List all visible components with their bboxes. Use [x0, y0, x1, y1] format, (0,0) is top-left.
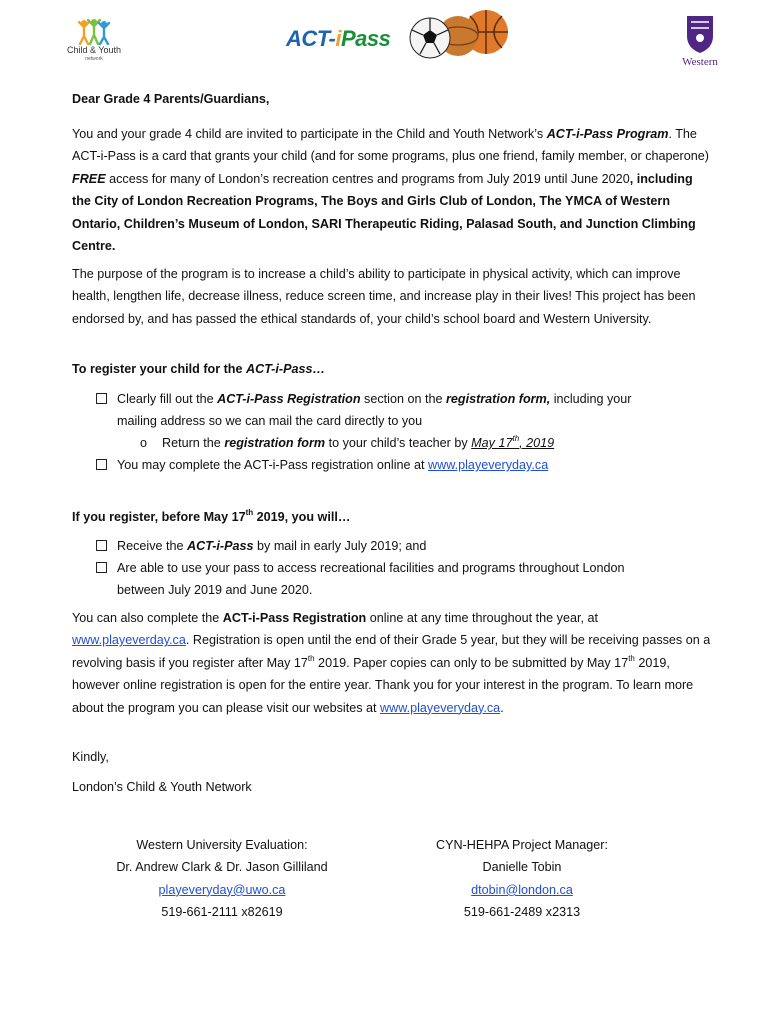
contact-email-link[interactable]: playeveryday@uwo.ca [158, 882, 286, 897]
western-university-logo [672, 14, 728, 72]
contact-names: Dr. Andrew Clark & Dr. Jason Gilliland [116, 860, 328, 875]
register-item-fill-form: Clearly fill out the ACT-i-Pass Registration section on the registration form, including your mailing address so we can mail the card directly to you [96, 388, 696, 433]
purpose-paragraph: The purpose of the program is to increase a child’s ability to participate in physical activity, which can improve health, lengthen life, decrease illness, reduce screen time, and increase play in their lives! This project has been endorsed by, and has passed the ethical standards of, your child’s school board and Western University. [72, 267, 696, 326]
salutation: Dear Grade 4 Parents/Guardians, [72, 92, 270, 106]
contact-names: Danielle Tobin [482, 860, 562, 875]
contact-phone: 519-661-2111 x82619 [161, 905, 283, 920]
contact-email-link[interactable]: dtobin@london.ca [471, 882, 573, 897]
deadline-date: May 17th, 2019 [471, 433, 555, 450]
register-item-fill-form-cont: mailing address so we can mail the card directly to you [117, 414, 423, 429]
act-i-pass-wordmark: ACT-iPass [286, 26, 391, 51]
children-figures-icon [76, 18, 112, 46]
playeverday-link[interactable]: www.playeverday.ca [72, 633, 186, 648]
register-item-online: You may complete the ACT-i-Pass registration online at www.playeveryday.ca [96, 454, 696, 476]
benefits-heading: If you register, before May 17th 2019, you will… [72, 507, 351, 524]
playeveryday-website-link[interactable]: www.playeveryday.ca [380, 700, 501, 715]
contact-western-evaluation [72, 834, 372, 924]
checkbox-icon [96, 459, 107, 470]
contact-project-manager [372, 834, 672, 924]
checkbox-icon [96, 540, 107, 551]
checkbox-icon [96, 393, 107, 404]
child-youth-network-logo [62, 18, 126, 74]
online-registration-paragraph: You can also complete the ACT-i-Pass Registration online at any time throughout the year, at www.playeverday.ca. Registration is open until the end of their Grade 5 year, but they will be receiving passes on a revolving basis if you register after May 17th 2019. Paper copies can only to be submitted by May 17th 2019, however online registration is open for the entire year. Thank you for your interest in the program. To learn more about the program you can please visit our websites at www.playeveryday.ca. [72, 611, 711, 715]
western-crest-icon [685, 14, 715, 54]
sports-balls-icon [388, 8, 512, 64]
cyn-logo-name: Child & Youth [66, 45, 122, 55]
act-i-pass-logo [282, 8, 512, 64]
contact-title: CYN-HEHPA Project Manager: [436, 838, 608, 852]
signoff: London’s Child & Youth Network [72, 780, 252, 794]
benefit-item-use-pass: Are able to use your pass to access recreational facilities and programs throughout London between July 2019 and June 2020. [96, 557, 696, 602]
benefit-item-use-pass-cont: between July 2019 and June 2020. [117, 583, 313, 598]
checkbox-icon [96, 562, 107, 573]
register-subitem-return-form: o Return the registration form to your child’s teacher by May 17th, 2019 [140, 432, 700, 454]
intro-paragraph: You and your grade 4 child are invited to participate in the Child and Youth Network’s ACT-i-Pass Program. The ACT-i-Pass is a card that grants your child (and for some programs, plus one friend, family member, or chaperone) FREE access for many of London’s recreation centres and programs from July 2019 until June 2020, including the City of London Recreation Programs, The Boys and Girls Club of London, The YMCA of Western Ontario, Children’s Museum of London, SARI Therapeutic Riding, Palasad South, and Junction Climbing Centre. [72, 127, 709, 254]
playeveryday-link[interactable]: www.playeveryday.ca [428, 458, 549, 472]
sub-bullet: o [140, 436, 148, 450]
register-heading: To register your child for the ACT-i-Pass… [72, 362, 326, 376]
contact-phone: 519-661-2489 x2313 [463, 905, 581, 920]
western-logo-label: Western [682, 56, 718, 68]
contact-title: Western University Evaluation: [136, 838, 308, 852]
benefit-item-receive-pass: Receive the ACT-i-Pass by mail in early July 2019; and [96, 535, 696, 557]
closing: Kindly, [72, 750, 109, 764]
cyn-logo-sub: network [85, 56, 103, 62]
